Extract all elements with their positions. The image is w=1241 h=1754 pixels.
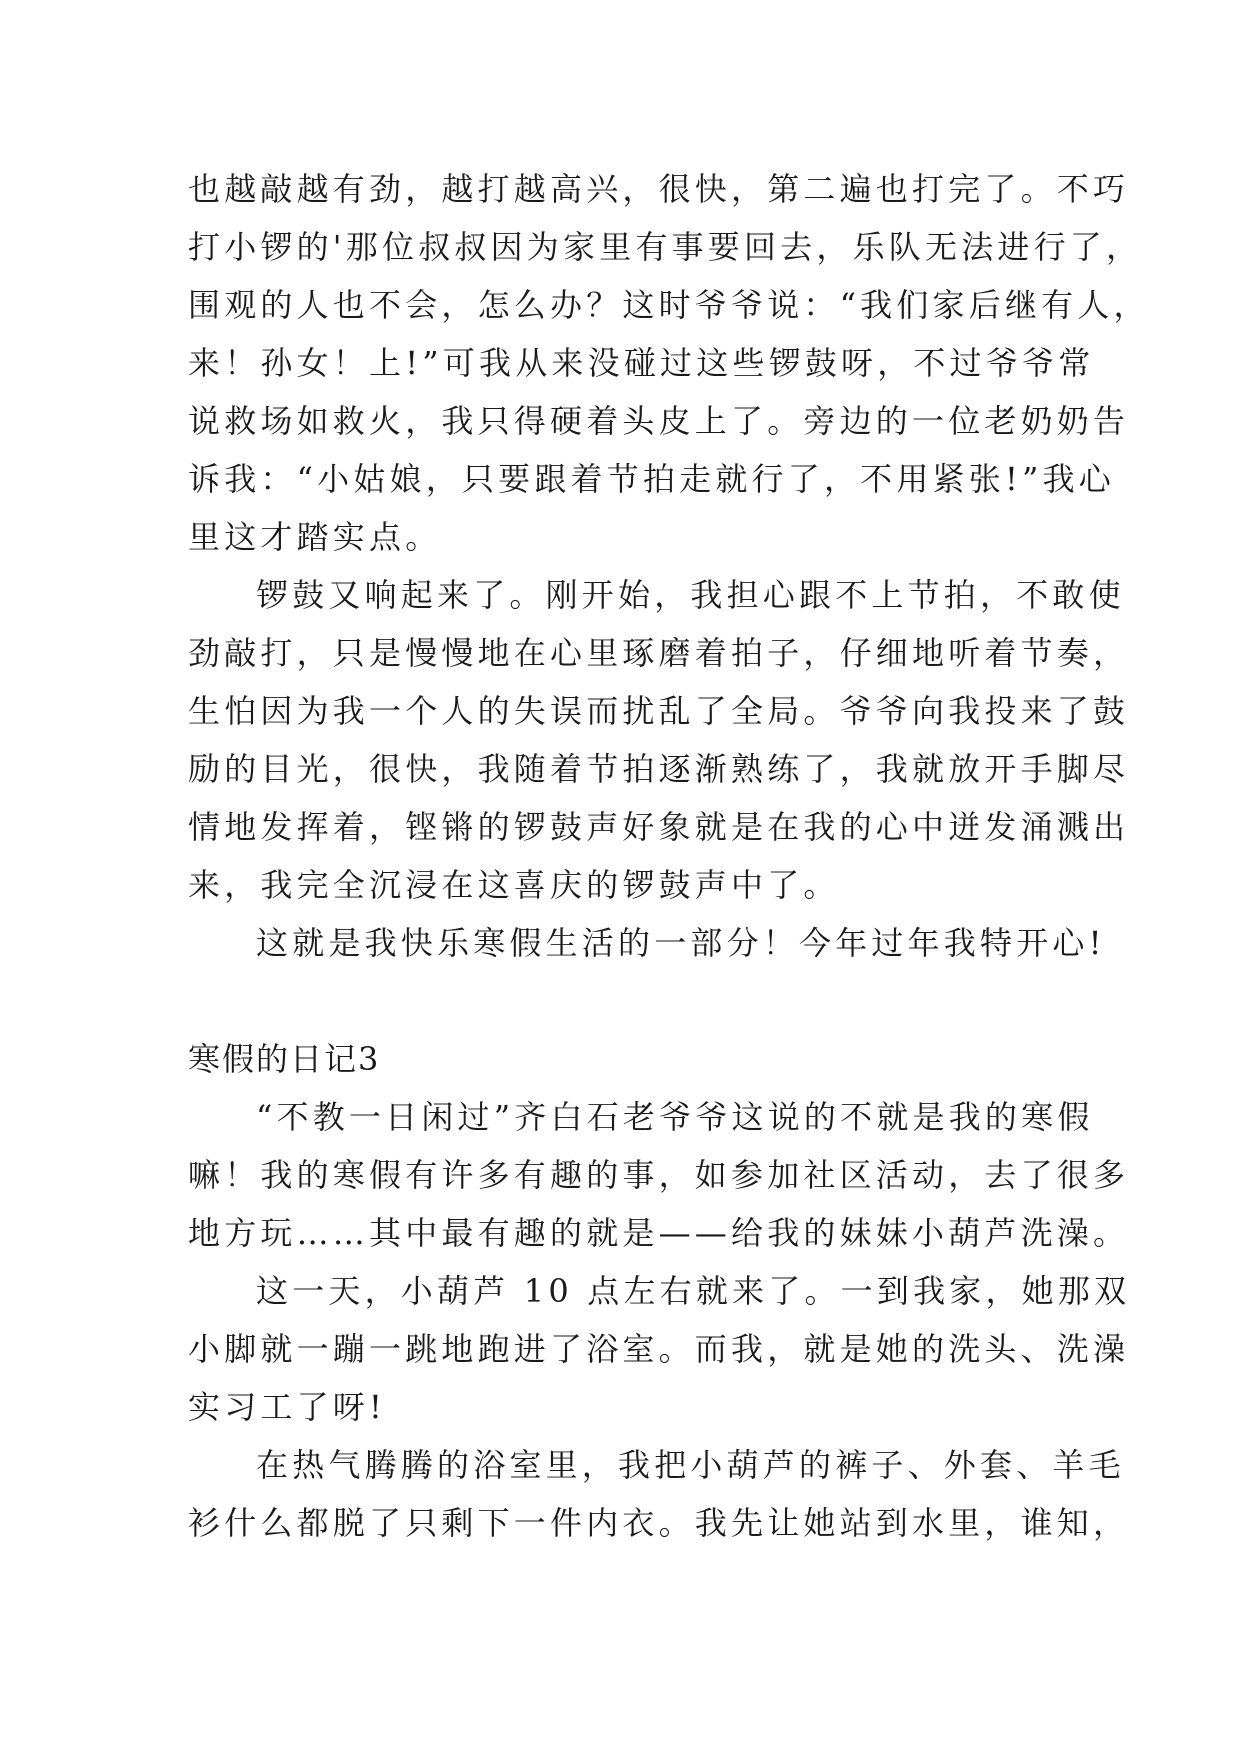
text-line: 来！孙女！上!”可我从来没碰过这些锣鼓呀，不过爷爷常: [188, 344, 1095, 382]
text-line: 也越敲越有劲，越打越高兴，很快，第二遍也打完了。不巧: [188, 170, 1130, 208]
paragraph-continuation: [188, 160, 1150, 566]
text-line: 来，我完全沉浸在这喜庆的锣鼓声中了。: [188, 866, 840, 904]
paragraph-conclusion: [188, 914, 1106, 972]
paragraph-bath: [188, 1436, 1130, 1552]
text-line: 围观的人也不会，怎么办？这时爷爷说：“我们家后继有人，: [188, 286, 1150, 324]
paragraph-arrival: [188, 1262, 1131, 1436]
text-line: 打小锣的'那位叔叔因为家里有事要回去，乐队无法进行了，: [188, 228, 1143, 266]
paragraph-intro: [188, 1088, 1130, 1262]
blank-line: [188, 972, 1068, 1030]
text-line: 这就是我快乐寒假生活的一部分！今年过年我特开心!: [256, 924, 1106, 962]
text-line: 嘛！我的寒假有许多有趣的事，如参加社区活动，去了很多: [188, 1156, 1130, 1194]
text-line: 励的目光，很快，我随着节拍逐渐熟练了，我就放开手脚尽: [188, 750, 1130, 788]
text-line: 在热气腾腾的浴室里，我把小葫芦的裤子、外套、羊毛: [256, 1446, 1125, 1484]
text-line: 这一天，小葫芦 10 点左右就来了。一到我家，她那双: [256, 1272, 1131, 1310]
text-line: 说救场如救火，我只得硬着头皮上了。旁边的一位老奶奶告: [188, 402, 1130, 440]
text-line: “不教一日闲过”齐白石老爷爷这说的不就是我的寒假: [256, 1098, 1094, 1136]
text-line: 地方玩……其中最有趣的就是——给我的妹妹小葫芦洗澡。: [188, 1214, 1130, 1252]
text-line: 小脚就一蹦一跳地跑进了浴室。而我，就是她的洗头、洗澡: [188, 1330, 1130, 1368]
document-page: [188, 160, 1150, 1552]
text-line: 诉我：“小姑娘，只要跟着节拍走就行了，不用紧张!”我心: [188, 460, 1115, 498]
text-line: 生怕因为我一个人的失误而扰乱了全局。爷爷向我投来了鼓: [188, 692, 1130, 730]
text-line: 里这才踏实点。: [188, 518, 442, 556]
paragraph-gong-drum: [188, 566, 1130, 914]
text-line: 劲敲打，只是慢慢地在心里琢磨着拍子，仔细地听着节奏，: [188, 634, 1130, 672]
text-line: 实习工了呀!: [188, 1388, 387, 1426]
text-line: 锣鼓又响起来了。刚开始，我担心跟不上节拍，不敢使: [256, 576, 1125, 614]
section-title: 寒假的日记3: [188, 1040, 381, 1078]
text-line: 情地发挥着，铿锵的锣鼓声好象就是在我的心中迸发涌溅出: [188, 808, 1130, 846]
text-line: 衫什么都脱了只剩下一件内衣。我先让她站到水里，谁知，: [188, 1504, 1130, 1542]
